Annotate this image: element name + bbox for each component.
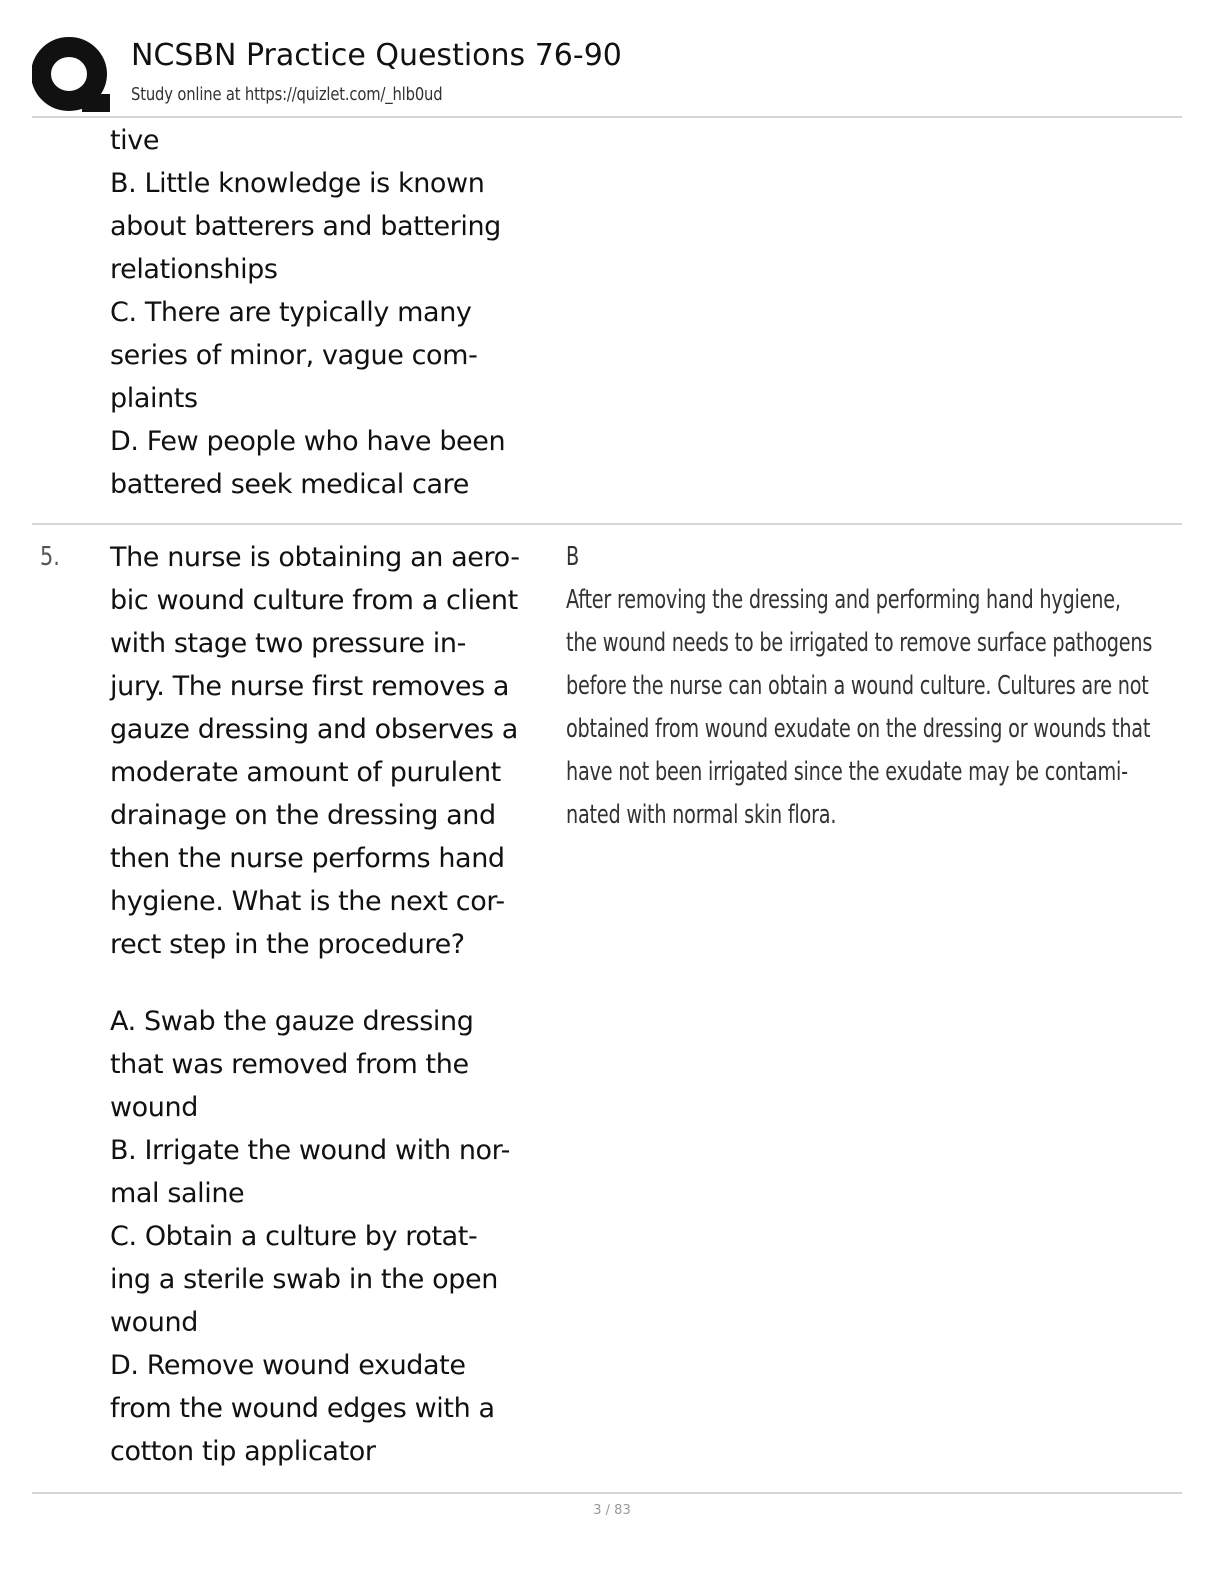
- stem-line: bic wound culture from a client: [110, 585, 518, 616]
- stem-line: drainage on the dressing and: [110, 800, 496, 831]
- page-number: 3 / 83: [593, 1503, 631, 1518]
- document-title: NCSBN Practice Questions 76-90: [131, 38, 622, 73]
- option-line: ing a sterile swab in the open: [110, 1264, 498, 1295]
- stem-line: with stage two pressure in-: [110, 628, 466, 659]
- explanation-line: before the nurse can obtain a wound culture. Cultures are not: [566, 671, 1149, 701]
- option-line: A. Swab the gauze dressing: [110, 1006, 474, 1037]
- option-line: that was removed from the: [110, 1049, 469, 1080]
- stem-line: gauze dressing and observes a: [110, 714, 518, 745]
- answer-letter: B: [566, 542, 579, 572]
- option-line: mal saline: [110, 1178, 245, 1209]
- stem-line: then the nurse performs hand: [110, 843, 505, 874]
- stem-line: hygiene. What is the next cor-: [110, 886, 505, 917]
- option-line: cotton tip applicator: [110, 1436, 376, 1467]
- option-line: B. Irrigate the wound with nor-: [110, 1135, 510, 1166]
- option-line: from the wound edges with a: [110, 1393, 495, 1424]
- quizlet-q-logo-icon: [32, 36, 112, 116]
- option-line: C. Obtain a culture by rotat-: [110, 1221, 478, 1252]
- option-line: wound: [110, 1307, 198, 1338]
- answer-explanation: [566, 536, 1206, 837]
- explanation-line: nated with normal skin flora.: [566, 800, 837, 830]
- option-line: relationships: [110, 254, 278, 285]
- explanation-line: have not been irrigated since the exudate may be contami-: [566, 757, 1128, 787]
- header-divider: [32, 116, 1182, 118]
- footer-divider: [32, 1492, 1182, 1494]
- page-header: [32, 30, 1182, 118]
- stem-line: The nurse is obtaining an aero-: [110, 542, 520, 573]
- option-line: wound: [110, 1092, 198, 1123]
- option-line: tive: [110, 125, 160, 156]
- question-options: [110, 1000, 570, 1473]
- option-line: C. There are typically many: [110, 297, 472, 328]
- option-line: plaints: [110, 383, 198, 414]
- explanation-line: the wound needs to be irrigated to remove surface pathogens: [566, 628, 1153, 658]
- explanation-line: After removing the dressing and performing hand hygiene,: [566, 585, 1121, 615]
- stem-line: rect step in the procedure?: [110, 929, 465, 960]
- continued-question-options: [110, 119, 570, 506]
- stem-line: jury. The nurse first removes a: [110, 671, 510, 702]
- question-stem: [110, 536, 570, 966]
- question-number: 5.: [40, 542, 60, 572]
- option-line: about batterers and battering: [110, 211, 501, 242]
- question-divider: [32, 523, 1182, 525]
- option-line: series of minor, vague com-: [110, 340, 478, 371]
- option-line: B. Little knowledge is known: [110, 168, 485, 199]
- option-line: battered seek medical care: [110, 469, 469, 500]
- study-online-link[interactable]: Study online at https://quizlet.com/_hlb0ud: [131, 84, 443, 105]
- option-line: D. Few people who have been: [110, 426, 506, 457]
- stem-line: moderate amount of purulent: [110, 757, 501, 788]
- explanation-line: obtained from wound exudate on the dressing or wounds that: [566, 714, 1151, 744]
- option-line: D. Remove wound exudate: [110, 1350, 466, 1381]
